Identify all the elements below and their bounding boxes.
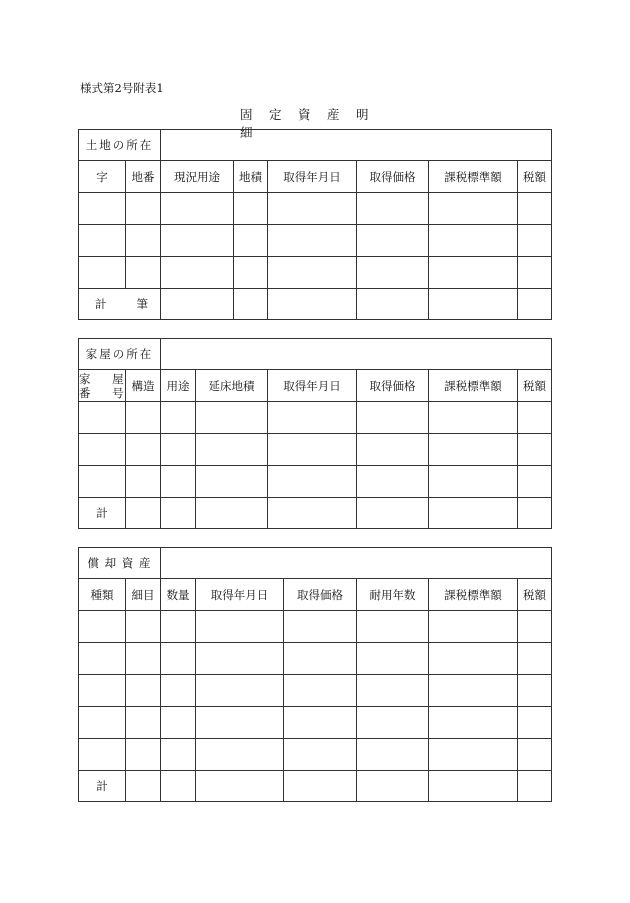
header-aza: 字 [79,161,126,193]
depreciable-total-label: 計 [79,771,126,802]
header-floor-area: 延床地積 [196,370,268,402]
document-title: 固 定 資 産 明 細 [240,107,386,140]
depreciable-total-row [79,771,552,802]
table-row[interactable] [79,707,552,739]
land-location-input[interactable] [161,130,552,161]
land-total-cell [79,289,161,320]
header-tax-amount: 税額 [518,370,552,402]
house-total-row [79,498,552,529]
table-row[interactable] [79,675,552,707]
table-row[interactable] [79,466,552,498]
house-table [78,338,551,529]
header-tax-amount: 税額 [518,161,552,193]
land-total-row [79,289,552,320]
header-tax-base: 課税標準額 [429,370,518,402]
form-number: 様式第2号附表1 [80,81,164,95]
house-location-input[interactable] [161,339,552,370]
header-tax-amount: 税額 [518,579,552,611]
header-area: 地積 [234,161,268,193]
table-row[interactable] [79,434,552,466]
table-row[interactable] [79,225,552,257]
land-total-unit: 筆 [136,297,148,311]
header-acquisition-date: 取得年月日 [196,579,284,611]
depreciable-header-row [79,579,552,611]
header-use: 用途 [161,370,196,402]
header-quantity: 数量 [161,579,196,611]
header-acquisition-price: 取得価格 [284,579,357,611]
table-row[interactable] [79,611,552,643]
house-location-label: 家屋の所在 [79,339,161,370]
table-row[interactable] [79,739,552,771]
depreciable-assets-label: 償 却 資 産 [79,548,161,579]
header-useful-life: 耐用年数 [357,579,429,611]
table-row[interactable] [79,193,552,225]
header-acquisition-price: 取得価格 [357,161,429,193]
header-chiban: 地番 [126,161,161,193]
depreciable-assets-input[interactable] [161,548,552,579]
header-subitem: 細目 [126,579,161,611]
header-acquisition-date: 取得年月日 [268,370,357,402]
header-tax-base: 課税標準額 [429,161,518,193]
header-structure: 構造 [126,370,161,402]
header-kind: 種類 [79,579,126,611]
table-row[interactable] [79,257,552,289]
header-acquisition-price: 取得価格 [357,370,429,402]
header-acquisition-date: 取得年月日 [268,161,357,193]
land-header-row [79,161,552,193]
table-row[interactable] [79,402,552,434]
depreciable-assets-table [78,547,551,802]
header-house-number: 家 屋 番 号 [79,371,133,400]
house-total-label: 計 [79,498,126,529]
header-current-use: 現況用途 [161,161,234,193]
land-location-label: 土地の所在 [79,130,161,161]
header-tax-base: 課税標準額 [429,579,518,611]
land-table [78,129,551,320]
land-total-label: 計 [95,297,107,311]
house-header-row [79,370,552,402]
table-row[interactable] [79,643,552,675]
